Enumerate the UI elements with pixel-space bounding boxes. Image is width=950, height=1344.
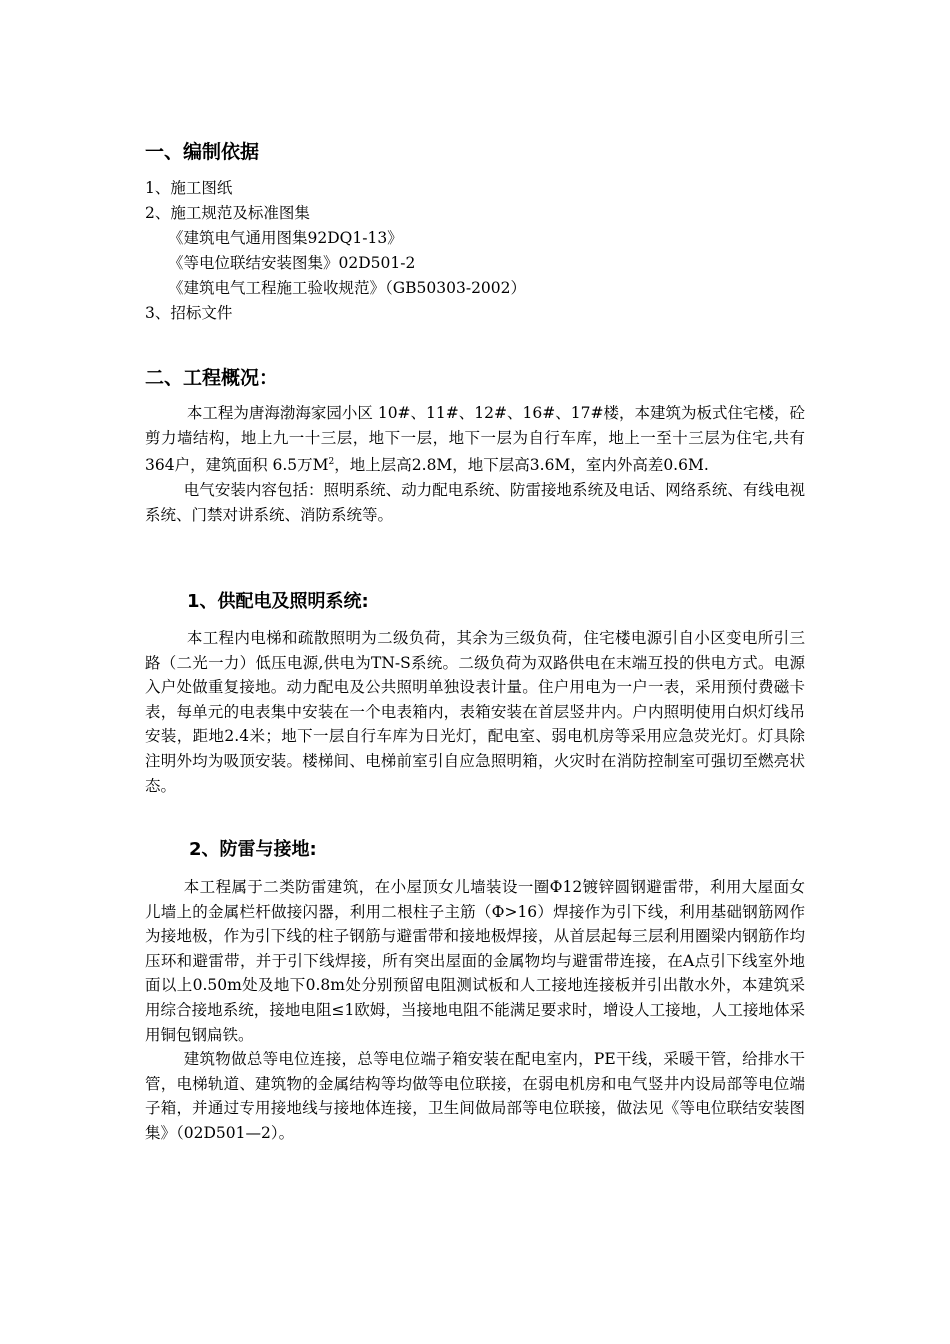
overview-paragraph: [145, 401, 805, 478]
overview-text-part2: ，地上层高2.8M，地下层高3.6M，室内外高差0.6M.: [334, 456, 709, 475]
power-lighting-paragraph: 本工程内电梯和疏散照明为二级负荷，其余为三级负荷，住宅楼电源引自小区变电所引三路（二光一力）低压电源,供电为TN-S系统。二级负荷为双路供电在末端互投的供电方式。电源入户处做重复接地。动力配电及公共照明单独设表计量。住户用电为一户一表，采用预付费磁卡表，每单元的电表集中安装在一个电表箱内，表箱安装在首层竖井内。户内照明使用白炽灯线吊安装，距地2.4米；地下一层自行车库为日光灯，配电室、弱电机房等采用应急荧光灯。灯具除注明外均为吸顶安装。楼梯间、电梯前室引自应急照明箱，火灾时在消防控制室可强切至燃亮状态。: [145, 629, 805, 795]
subsection-heading-lightning-grounding: 2、防雷与接地:: [189, 839, 317, 860]
basis-item-drawings: 1、施工图纸: [145, 179, 233, 197]
area-unit-superscript: 2: [328, 457, 335, 468]
basis-item-gb50303: 《建筑电气工程施工验收规范》（GB50303-2002）: [168, 279, 527, 297]
installation-scope-paragraph: 电气安装内容包括：照明系统、动力配电系统、防雷接地系统及电话、网络系统、有线电视系统、门禁对讲系统、消防系统等。: [145, 480, 805, 524]
basis-item-tender: 3、招标文件: [145, 304, 233, 322]
overview-text-part1: 本工程为唐海渤海家园小区 10#、11#、12#、16#、17#楼，本建筑为板式住宅楼，砼剪力墙结构，地上九一十三层，地下一层，地下一层为自行车库，地上一至十三层为住宅,共有364户，建筑面积 6.5万M: [145, 404, 805, 475]
lightning-protection-paragraph: 本工程属于二类防雷建筑，在小屋顶女儿墙装设一圈Ф12镀锌圆钢避雷带，利用大屋面女儿墙上的金属栏杆做接闪器，利用二根柱子主筋（Ф>16）焊接作为引下线，利用基础钢筋网作为接地极，作为引下线的柱子钢筋与避雷带和接地极焊接，从首层起每三层利用圈梁内钢筋作均压环和避雷带，并于引下线焊接，所有突出屋面的金属物均与避雷带连接，在A点引下线室外地面以上0.50m处及地下0.8m处分别预留电阻测试板和人工接地连接板并引出散水外，本建筑采用综合接地系统，接地电阻≤1欧姆，当接地电阻不能满足要求时，增设人工接地，人工接地体采用铜包钢扁铁。: [145, 878, 805, 1044]
subsection-heading-power-lighting: 1、供配电及照明系统:: [187, 591, 369, 612]
basis-item-atlas-92dq1: 《建筑电气通用图集92DQ1-13》: [168, 229, 403, 247]
overview-block: [145, 401, 805, 527]
basis-item-standards: 2、施工规范及标准图集: [145, 204, 310, 222]
basis-item-atlas-02d501: 《等电位联结安装图集》02D501-2: [168, 254, 416, 272]
lightning-grounding-block: [145, 875, 805, 1146]
power-lighting-block: [145, 626, 805, 798]
section-heading-overview: 二、工程概况：: [145, 367, 279, 389]
equipotential-bonding-paragraph: 建筑物做总等电位连接，总等电位端子箱安装在配电室内，PE干线，采暖干管，给排水干管，电梯轨道、建筑物的金属结构等均做等电位联接，在弱电机房和电气竖井内设局部等电位端子箱，并通过专用接地线与接地体连接，卫生间做局部等电位联接，做法见《等电位联结安装图集》（02D501—2）。: [145, 1050, 805, 1142]
section-heading-basis: 一、编制依据: [145, 141, 260, 163]
